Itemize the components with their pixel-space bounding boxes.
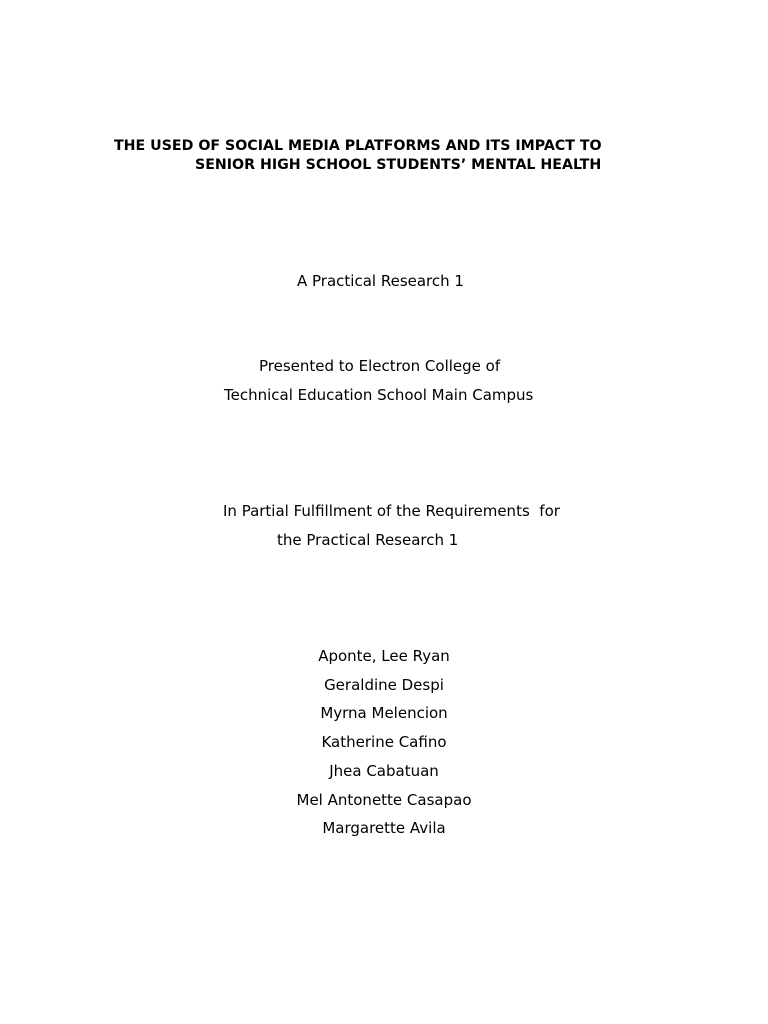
author-4: Katherine Cafino — [321, 733, 447, 751]
presented-line-2: Technical Education School Main Campus — [224, 386, 534, 404]
title-line-2: SENIOR HIGH SCHOOL STUDENTS’ MENTAL HEALTH — [195, 157, 602, 173]
author-6: Mel Antonette Casapao — [296, 791, 472, 809]
author-5: Jhea Cabatuan — [329, 762, 439, 780]
presented-line-1: Presented to Electron College of — [259, 357, 501, 375]
title-line-1: THE USED OF SOCIAL MEDIA PLATFORMS AND ITS IMPACT TO — [114, 138, 602, 154]
author-7: Margarette Avila — [322, 819, 446, 837]
fulfillment-line-1: In Partial Fulfillment of the Requirements for — [223, 502, 560, 520]
author-2: Geraldine Despi — [324, 676, 444, 694]
subtitle: A Practical Research 1 — [297, 272, 464, 290]
author-1: Aponte, Lee Ryan — [318, 647, 450, 665]
fulfillment-line-2: the Practical Research 1 — [277, 531, 459, 549]
author-3: Myrna Melencion — [320, 704, 448, 722]
